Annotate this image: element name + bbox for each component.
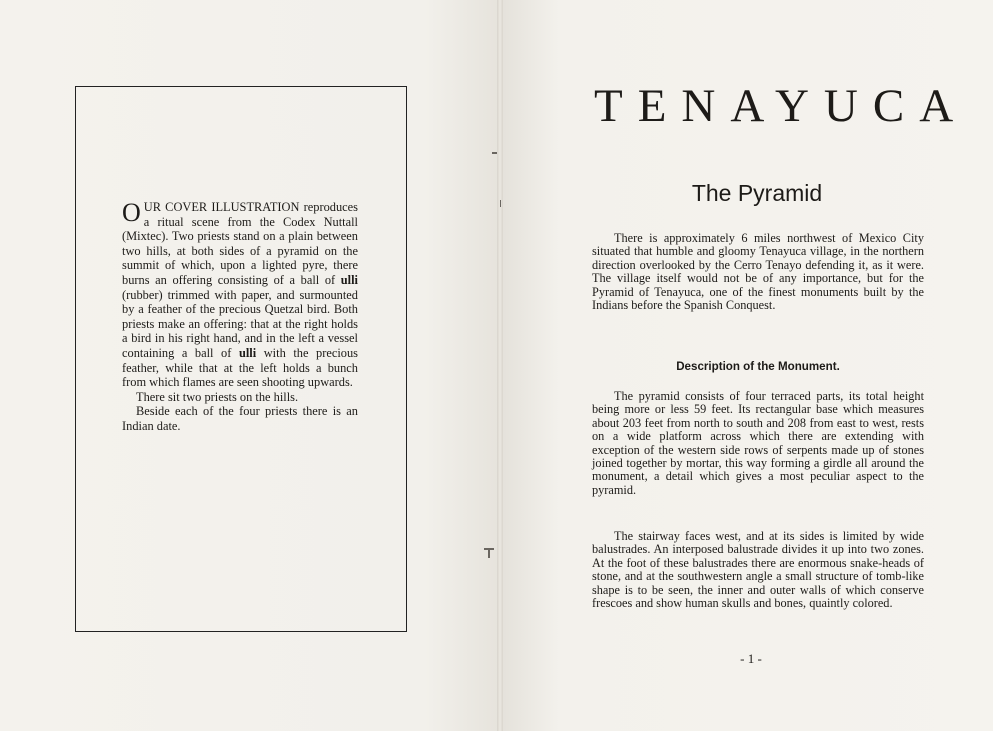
description-paragraph-2: The stairway faces west, and at its sides is limited by wide balustrades. An interposed balustrade divides it up into two zones. At the foot of these balustrades there are enormous snake-heads of stone, and at the southwestern angle a small structure of tomb-like shape is to be seen, the inner and outer walls of which conserve frescoes and show human skulls and bones, quaintly colored. [592, 529, 924, 611]
page-subtitle: The Pyramid [691, 180, 823, 206]
center-fold [497, 0, 503, 731]
cover-illustration-note [122, 200, 358, 434]
description-paragraph-1: The pyramid consists of four terraced parts, its total height being more or less 59 feet. Its rectangular base which measures about 203 feet from north to south and 208 from east to west, rests on a wide platform across which there are extending with exception of the western side rows of serpents made up of stones joined together by mortar, this way forming a girdle all around the monument, a detail which gives a most peculiar aspect to the pyramid. [592, 389, 924, 497]
paper-speck [500, 200, 501, 207]
cover-note-paragraph-3: Beside each of the four priests there is an Indian date. [122, 404, 358, 433]
intro-paragraph: There is approximately 6 miles northwest of Mexico City situated that humble and gloomy Tenayuca village, in the northern direction overlooked by the Cerro Tenayo defending it, as it were. The village itself would not be of any importance, but for the Pyramid of Tenayuca, one of the finest monuments built by the Indians before the Spanish Conquest. [592, 231, 924, 313]
cover-note-text: (rubber) trimmed with paper, and surmounted by a feather of the precious Quetzal bird. Both priests make an offering: that at the right holds a bird in his right hand, and in the left a vessel containing a ball of [122, 287, 358, 360]
cover-note-paragraph-2: There sit two priests on the hills. [136, 389, 299, 404]
section-heading: Description of the Monument. [676, 360, 840, 373]
cover-note-text: with the precious feather, while that at the left holds a bunch from which flames are seen shooting upwards. [122, 345, 358, 390]
ulli-term: ulli [340, 272, 358, 287]
paper-speck [492, 152, 497, 154]
page-title: TENAYUCA [594, 80, 969, 132]
staple-mark [488, 550, 490, 558]
cover-note-text: UR COVER ILLUSTRATION reproduces a ritual scene from the Codex Nuttall (Mixtec). Two priests stand on a plain between two hills, at both sides of a pyramid on the summit of which, upon a lighted pyre, there burns an offering consisting of a ball of [122, 200, 358, 287]
page-number: - 1 - [740, 651, 762, 666]
ulli-term: ulli [238, 345, 257, 360]
drop-cap: O [122, 198, 141, 227]
